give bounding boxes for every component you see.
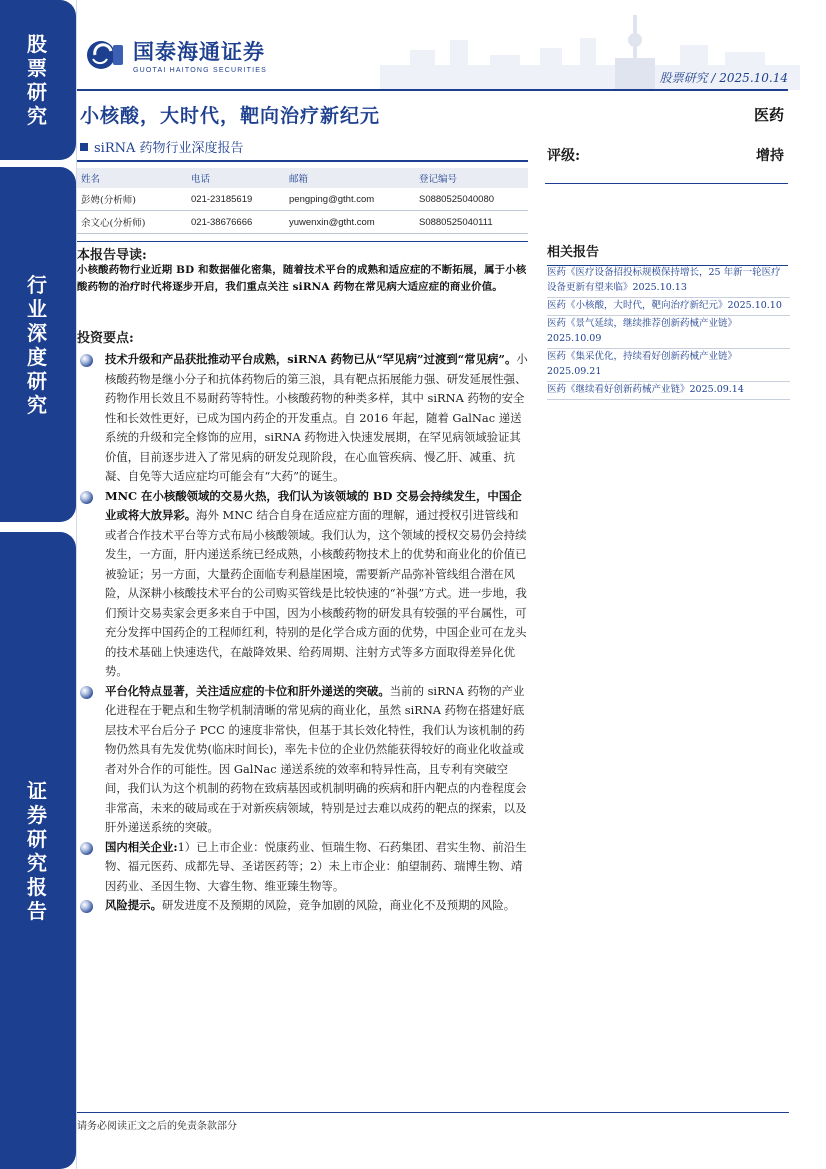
header-divider: [77, 89, 788, 91]
points-heading: 投资要点:: [77, 331, 134, 346]
point-text: 当前的 siRNA 药物的产业化进程在于靶点和生物学机制清晰的常见病的商业化，虽然 siRNA 药物在搭建好底层技术平台后分子 PCC 的速度非常快，但基于其长效化特性，我们认为该机制的药物仍然具有先发优势(临床时间长)，率先卡位的企业仍然能获得较好的商业化收益或者对外合作的可能性。因 GalNac 递送系统的效率和特异性高，且专利有突破空间，我们认为这个机制的药物在致病基因或机制明确的疾病和肝内靶点的内卷程度会非常高，未来的破局或在于对新疾病领域，特别是过去难以成药的靶点的探索，以及肝外递送系统的突破。: [105, 683, 527, 834]
point-lead: 平台化特点显著，关注适应症的卡位和肝外递送的突破。: [105, 683, 390, 698]
related-report-link[interactable]: 医药《集采优化，持续看好创新药械产业链》2025.09.21: [547, 349, 790, 382]
lead-heading: 本报告导读:: [77, 241, 528, 263]
brand-name-en: GUOTAI HAITONG SECURITIES: [133, 67, 267, 74]
analyst-phone: 021-38676666: [187, 211, 285, 234]
table-header: 姓名: [77, 168, 187, 188]
table-row: [77, 188, 528, 211]
point-text: 1）已上市企业：悦康药业、恒瑞生物、石药集团、君实生物、前沿生物、福元医药、成都先导、圣诺医药等；2）未上市企业：舶望制药、瑞博生物、靖因药业、圣因生物、大睿生物、维亚臻生物等。: [105, 839, 527, 893]
point-text: 小核酸药物是继小分子和抗体药物后的第三浪，具有靶点拓展能力强、研发延展性强、药物作用长效且不易耐药等特性。小核酸药物的种类多样，其中 siRNA 药物的安全性和长效性更好，已成为国内药企的开发重点。自 2016 年起，随着 GalNac 递送系统的升级和完全修饰的应用，siRNA 药物进入快速发展期，在罕见病领域验证其价值，目前逐步进入了常见病的研发兑现阶段，在心血管疾病、慢乙肝、减重、抗凝、自免等大适应症均可能会有“大药”的诞生。: [105, 352, 528, 483]
sidebar-tab-securities-report: [0, 532, 76, 1169]
related-reports-list: [547, 265, 790, 400]
bullet-dot-icon: [80, 491, 93, 504]
investment-points-list: [77, 350, 528, 916]
analyst-reg-no: S0880525040111: [415, 211, 528, 234]
sector-label: 医药: [753, 106, 784, 124]
related-report-link[interactable]: 医药《继续看好创新药械产业链》2025.09.14: [547, 382, 790, 400]
analyst-name: 彭娉(分析师): [77, 188, 187, 211]
sidebar-tab-stock-research: [0, 0, 76, 160]
analyst-phone: 021-23185619: [187, 188, 285, 211]
analyst-name: 余文心(分析师): [77, 211, 187, 234]
related-reports-heading: 相关报告: [547, 241, 788, 266]
list-item: [77, 838, 528, 897]
table-header: 登记编号: [415, 168, 528, 188]
point-text: 研发进度不及预期的风险，竞争加剧的风险，商业化不及预期的风险。: [161, 898, 516, 912]
sidebar-tab-industry-research: [0, 167, 76, 522]
analyst-email[interactable]: yuwenxin@gtht.com: [285, 211, 415, 234]
sidebar-tab-label: 行业深度研究: [27, 272, 49, 417]
logo-mark-icon: [85, 39, 125, 71]
point-lead: 国内相关企业:: [105, 839, 178, 854]
list-item: [77, 896, 528, 916]
related-report-link[interactable]: 医药《小核酸，大时代，靶向治疗新纪元》2025.10.10: [547, 298, 790, 316]
report-subtitle: [80, 137, 244, 156]
table-header: 邮箱: [285, 168, 415, 188]
report-subtitle-text: siRNA 药物行业深度报告: [94, 141, 244, 156]
point-lead: 技术升级和产品获批推动平台成熟，siRNA 药物已从“罕见病”过渡到“常见病”。: [105, 352, 517, 366]
table-header: 电话: [187, 168, 285, 188]
list-item: [77, 350, 528, 487]
analyst-email[interactable]: pengping@gtht.com: [285, 188, 415, 211]
brand-name-cn: 国泰海通证券: [133, 40, 265, 64]
report-title: 小核酸，大时代，靶向治疗新纪元: [80, 105, 381, 127]
point-lead: MNC 在小核酸领域的交易火热，我们认为该领域的 BD 交易会持续发生，中国企业或将大放异彩。: [105, 488, 522, 522]
point-text: 海外 MNC 结合自身在适应症方面的理解，通过授权引进管线和或者合作技术平台等方式布局小核酸领域。我们认为，这个领域的授权交易仍会持续发生，一方面，肝内递送系统已经成熟，小核酸药物技术上的优势和商业化的价值已被验证；另一方面，大量药企面临专利悬崖困境，需要新产品弥补管线组合潜在风险，从深耕小核酸技术平台的公司购买管线是比较快速的“补强”方式。进一步地，我们预计交易卖家会更多来自于中国，因为小核酸药物的研发具有较强的平台属性，可充分发挥中国药企的工程师红利，特别的是化学合成方面的优势，中国企业可在龙头的技术基础上快速迭代，在敲降效果、给药周期、注射方式等多方面取得差异化优势。: [105, 508, 527, 678]
bullet-dot-icon: [80, 686, 93, 699]
analyst-table: [77, 168, 528, 234]
table-row: [77, 211, 528, 234]
brand-logo: [85, 36, 267, 74]
rating-divider: [545, 183, 788, 184]
analyst-reg-no: S0880525040080: [415, 188, 528, 211]
sidebar-tab-label: 证券研究报告: [27, 778, 49, 923]
table-header-row: [77, 168, 528, 188]
square-bullet-icon: [80, 143, 88, 151]
bullet-dot-icon: [80, 842, 93, 855]
report-meta: 股票研究 / 2025.10.14: [659, 71, 788, 85]
rating-label: 评级:: [547, 148, 581, 164]
related-report-link[interactable]: 医药《景气延续，继续推荐创新药械产业链》2025.10.09: [547, 316, 790, 349]
bullet-dot-icon: [80, 900, 93, 913]
point-lead: 风险提示。: [105, 898, 162, 912]
lead-text: 小核酸药物行业近期 BD 和数据催化密集，随着技术平台的成熟和适应症的不断拓展，属于小核酸药物的治疗时代将逐步开启，我们重点关注 siRNA 药物在常见病大适应症的商业价值。: [77, 264, 527, 293]
list-item: [77, 682, 528, 838]
subtitle-divider: [77, 160, 528, 162]
disclaimer-footer: 请务必阅读正文之后的免责条款部分: [77, 1112, 789, 1132]
related-report-link[interactable]: 医药《医疗设备招投标规模保持增长，25 年新一轮医疗设备更新有望来临》2025.10.13: [547, 265, 790, 298]
sidebar-tab-label: 股票研究: [27, 32, 49, 128]
rating-value: 增持: [756, 148, 784, 164]
list-item: [77, 487, 528, 682]
bullet-dot-icon: [80, 354, 93, 367]
